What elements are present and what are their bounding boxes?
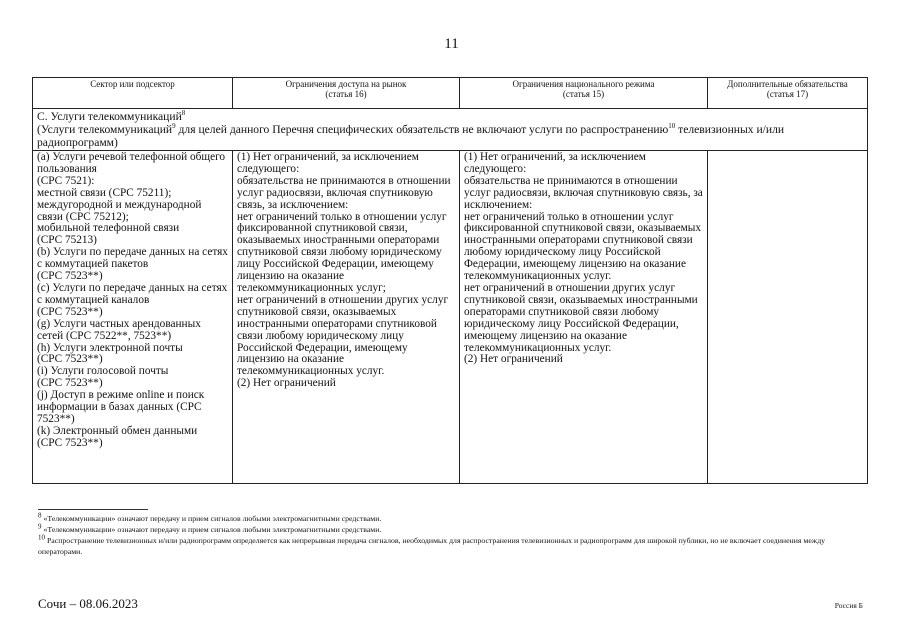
header-national-treatment: Ограничения национального режима (статья 15) — [460, 78, 708, 109]
footnotes — [38, 513, 868, 557]
market-access-cell: (1) Нет ограничений, за исключением следующего: обязательства не принимаются в отношении услуг радиосвязи, включая спутниковую связь, за исключением: нет ограничений только в отношении услуг фиксированной спутниковой связи, оказываемых иностранными операторами спутниковой связи любому юридическому лицу Российской Федерации, имеющему лицензию на оказание телекоммуникационных услуг; нет ограничений в отношении других услуг спутниковой связи, оказываемых иностранными операторами спутниковой связи любому юридическому лицу Российской Федерации, имеющему лицензию на оказание телекоммуникационных услуг. (2) Нет ограничений — [233, 151, 460, 484]
footnote-8: $^8$ «Телекоммуникации» означают передачу и прием сигналов любыми электромагнитными средствами. — [38, 511, 382, 523]
table-header-row — [33, 78, 868, 109]
additional-commitments-cell — [708, 151, 868, 484]
footnote-10: $^{10}$ Распространение телевизионных и/или радиопрограмм определяется как непрерывная передача сигналов, необходимых для распространения телевизионных и радиопрограмм для широкой публики, но не включает соединения между операторами. — [38, 533, 826, 556]
header-additional-commitments: Дополнительные обязательства (статья 17) — [708, 78, 868, 109]
footnote-separator — [38, 509, 148, 510]
national-treatment-cell: (1) Нет ограничений, за исключением следующего: обязательства не принимаются в отношении услуг радиосвязи, включая спутниковую связь, за исключением: нет ограничений только в отношении услуг фиксированной спутниковой связи, оказываемых иностранными операторами спутниковой связи любому юридическому лицу Российской Федерации, имеющему лицензию на оказание телекоммуникационных услуг. нет ограничений в отношении других услуг спутниковой связи, оказываемых иностранными операторами спутниковой связи любому юридическому лицу Российской Федерации, имеющему лицензию на оказание телекоммуникационных услуг. (2) Нет ограничений — [460, 151, 708, 484]
page-number: 11 — [444, 36, 459, 52]
footer-location-date: Сочи – 08.06.2023 — [38, 596, 138, 611]
header-market-access: Ограничения доступа на рынок (статья 16) — [233, 78, 460, 109]
section-cell — [33, 109, 868, 151]
footnote-9: $^9$ «Телекоммуникации» означают передачу и прием сигналов любыми электромагнитными средствами. — [38, 522, 382, 534]
footer-code: Россия Б — [834, 601, 863, 610]
table-row — [33, 151, 868, 484]
section-row — [33, 109, 868, 151]
sector-cell: (a) Услуги речевой телефонной общего пользования (CPC 7521): местной связи (CPC 75211); междугородной и международной связи (CPC 75212); мобильной телефонной связи (CPC 75213) (b) Услуги по передаче данных на сетях с коммутацией пакетов (CPC 7523**) (c) Услуги по передаче данных на сетях с коммутацией каналов (CPC 7523**) (g) Услуги частных арендованных сетей (CPC 7522**, 7523**) (h) Услуги электронной почты (CPC 7523**) (i) Услуги голосовой почты (CPC 7523**) (j) Доступ в режиме online и поиск информации в базах данных (CPC 7523**) (k) Электронный обмен данными (CPC 7523**) — [33, 151, 233, 484]
header-sector: Сектор или подсектор — [33, 78, 233, 109]
section-title: С. Услуги телекоммуникаций$^8$ — [37, 109, 186, 123]
section-note: (Услуги телекоммуникаций$^9$ для целей данного Перечня специфических обязательств не включают услуги по распространению$^{10}$ телевизионных и/или радиопрограмм) — [37, 122, 785, 149]
commitments-table — [32, 77, 868, 484]
